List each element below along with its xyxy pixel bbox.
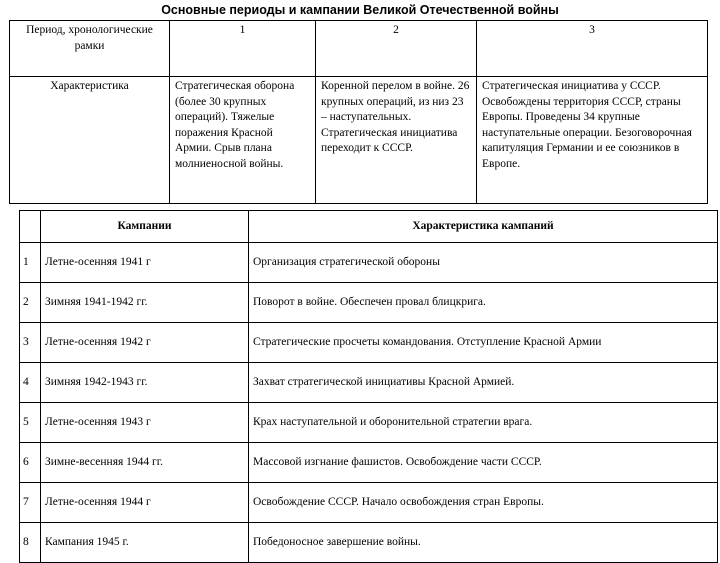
campaign-name: Летне-осенняя 1943 г (41, 403, 249, 443)
row-number: 4 (20, 363, 41, 403)
row-number: 8 (20, 523, 41, 563)
document-title: Основные периоды и кампании Великой Отечественной войны (161, 3, 559, 17)
characteristic-label-cell: Характеристика (10, 77, 170, 204)
period-number-1: 1 (170, 21, 316, 77)
campaign-characteristic: Массовой изгнание фашистов. Освобождение части СССР. (249, 443, 718, 483)
campaign-characteristic: Крах наступательной и оборонительной стратегии врага. (249, 403, 718, 443)
campaign-header-cell: Кампании (41, 211, 249, 243)
campaign-characteristic: Стратегические просчеты командования. Отступление Красной Армии (249, 323, 718, 363)
table-row (20, 403, 718, 443)
campaign-name: Зимняя 1941-1942 гг. (41, 283, 249, 323)
periods-table (9, 20, 708, 204)
campaign-name: Летне-осенняя 1941 г (41, 243, 249, 283)
campaign-name: Кампания 1945 г. (41, 523, 249, 563)
campaign-name: Зимняя 1942-1943 гг. (41, 363, 249, 403)
campaign-name: Летне-осенняя 1942 г (41, 323, 249, 363)
characteristic-header-cell: Характеристика кампаний (249, 211, 718, 243)
period-1-characteristic: Стратегическая оборона (более 30 крупных операций). Тяжелые поражения Красной Армии. Срыв плана молниеносной войны. (170, 77, 316, 204)
table-row (20, 243, 718, 283)
campaign-characteristic: Организация стратегической обороны (249, 243, 718, 283)
row-number: 1 (20, 243, 41, 283)
table-row (20, 443, 718, 483)
row-number: 6 (20, 443, 41, 483)
number-header-cell (20, 211, 41, 243)
table-row (20, 523, 718, 563)
row-number: 3 (20, 323, 41, 363)
period-label-cell: Период, хронологические рамки (10, 21, 170, 77)
row-number: 5 (20, 403, 41, 443)
campaign-name: Летне-осенняя 1944 г (41, 483, 249, 523)
campaigns-table (19, 210, 718, 563)
table-row (20, 283, 718, 323)
campaign-name: Зимне-весенняя 1944 гг. (41, 443, 249, 483)
table-row (20, 483, 718, 523)
table-row (20, 323, 718, 363)
characteristics-row (10, 77, 708, 204)
periods-header-row (10, 21, 708, 77)
campaign-characteristic: Захват стратегической инициативы Красной Армией. (249, 363, 718, 403)
row-number: 2 (20, 283, 41, 323)
campaign-characteristic: Поворот в войне. Обеспечен провал блицкрига. (249, 283, 718, 323)
period-number-3: 3 (477, 21, 708, 77)
period-2-characteristic: Коренной перелом в войне. 26 крупных операций, из низ 23 – наступательных. Стратегическая инициатива переходит к СССР. (316, 77, 477, 204)
row-number: 7 (20, 483, 41, 523)
campaigns-header-row (20, 211, 718, 243)
table-row (20, 363, 718, 403)
campaign-characteristic: Победоносное завершение войны. (249, 523, 718, 563)
period-3-characteristic: Стратегическая инициатива у СССР. Освобождены территория СССР, страны Европы. Проведены 34 крупные наступательные операции. Безоговорочная капитуляция Германии и ее союзников в Европе. (477, 77, 708, 204)
period-number-2: 2 (316, 21, 477, 77)
campaign-characteristic: Освобождение СССР. Начало освобождения стран Европы. (249, 483, 718, 523)
